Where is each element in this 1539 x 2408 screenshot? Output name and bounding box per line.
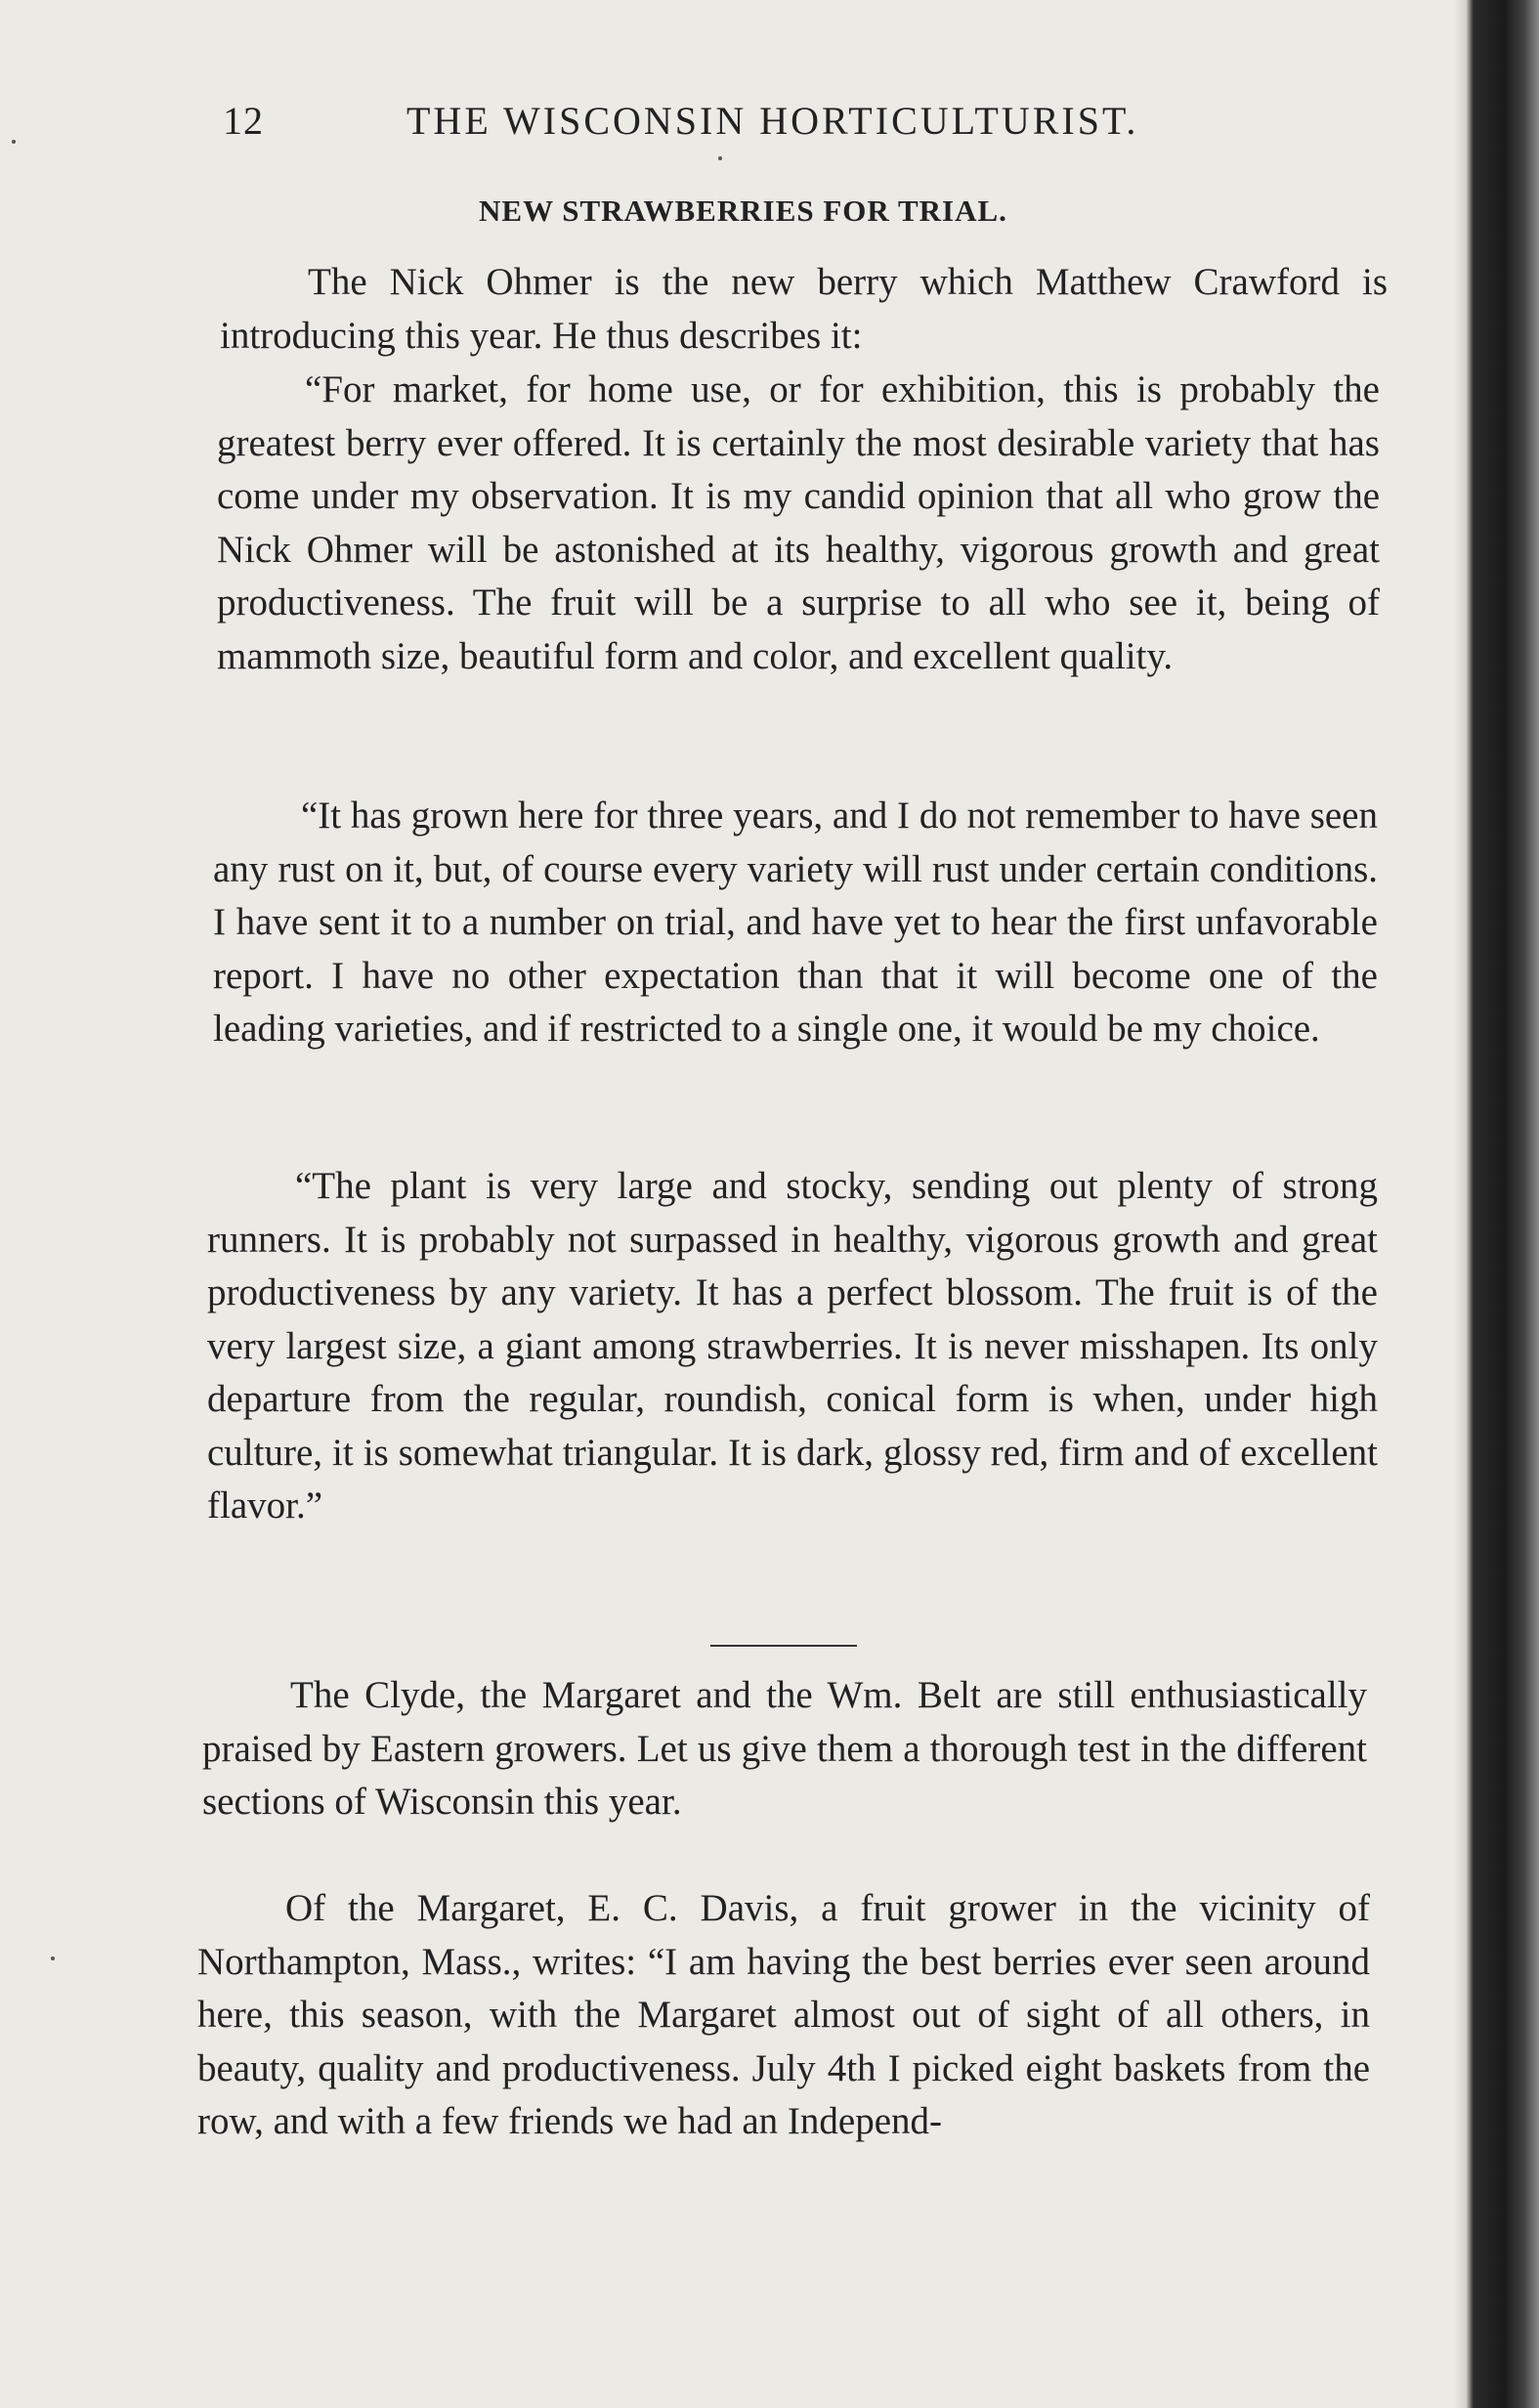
second-article-paragraph-2-text: Of the Margaret, E. C. Davis, a fruit grower in the vicinity of Northampton, Mass., writes: “I am having the best berries ever seen around here, this season, with the Margaret almost out of sight of all others, in beauty, quality and productiveness. July 4th I picked eight baskets from the row, and with a few friends we had an Independ-: [197, 1887, 1370, 2142]
page-header: [223, 98, 1200, 156]
article-paragraph-1: [220, 256, 1388, 363]
second-article-paragraph-2: [197, 1882, 1370, 2149]
book-spine: [1466, 0, 1539, 2408]
paper-speck: [12, 140, 16, 144]
page-number: 12: [223, 99, 264, 143]
second-article-paragraph-1: [202, 1669, 1367, 1829]
article-paragraph-4-text: “The plant is very large and stocky, sending out plenty of strong runners. It is probably not surpassed in healthy, vigorous growth and great productiveness by any variety. It has a perfect blossom. The fruit is of the very largest size, a giant among strawberries. It is never misshapen. Its only departure from the regular, roundish, conical form is when, under high culture, it is somewhat triangular. It is dark, glossy red, firm and of excellent flavor.”: [207, 1165, 1378, 1526]
article-paragraph-3: [213, 790, 1378, 1056]
article-paragraph-2: [217, 364, 1380, 683]
article-paragraph-2-text: “For market, for home use, or for exhibition, this is probably the greatest berry ever offered. It is certainly the most desirable variety that has come under my observation. It is my candid opinion that all who grow the Nick Ohmer will be astonished at its healthy, vigorous growth and great productiveness. The fruit will be a surprise to all who see it, being of mammoth size, beautiful form and color, and excellent quality.: [217, 368, 1380, 677]
paper-speck: [51, 1956, 55, 1960]
section-divider: [710, 1645, 857, 1647]
paper-speck: [718, 156, 722, 160]
article-paragraph-3-text: “It has grown here for three years, and I do not remember to have seen any rust on it, but, of course every variety will rust under certain conditions. I have sent it to a number on trial, and have yet to hear the first unfavorable report. I have no other expectation than that it will become one of the leading varieties, and if restricted to a single one, it would be my choice.: [213, 795, 1378, 1050]
second-article-paragraph-1-text: The Clyde, the Margaret and the Wm. Belt are still enthusiastically praised by Eastern growers. Let us give them a thorough test in the different sections of Wisconsin this year.: [202, 1674, 1367, 1823]
article-paragraph-4: [207, 1160, 1378, 1533]
article-paragraph-1-text: The Nick Ohmer is the new berry which Matthew Crawford is introducing this year. He thus describes it:: [220, 261, 1388, 357]
article-title: NEW STRAWBERRIES FOR TRIAL.: [479, 194, 1007, 228]
running-title: THE WISCONSIN HORTICULTURIST.: [406, 99, 1139, 143]
